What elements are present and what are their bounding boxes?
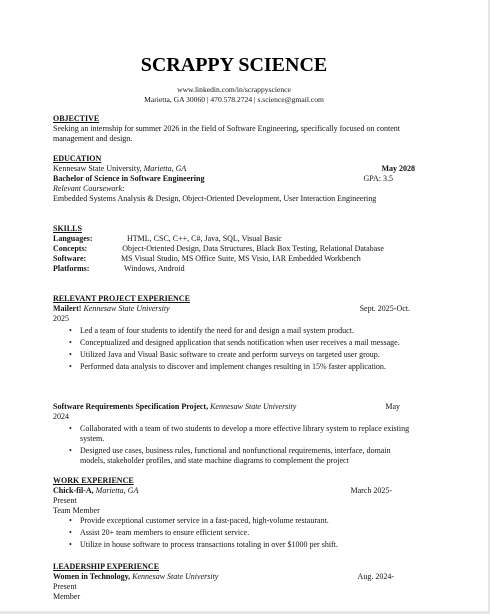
work-date-cont: Present: [53, 496, 77, 505]
leadership-role: Member: [53, 592, 81, 601]
employer: Chick-fil-A,: [53, 486, 94, 495]
leadership-school: Kennesaw State University: [132, 572, 219, 581]
leadership-org: Women in Technology,: [53, 572, 131, 581]
bullet-item: • Provide exceptional customer service in a fast-paced, high-volume restaurant.: [53, 516, 415, 526]
project-srs-section: [53, 402, 415, 468]
work-header-row: [53, 486, 415, 496]
leadership-header-row: [53, 572, 415, 582]
leadership-heading: LEADERSHIP EXPERIENCE: [53, 562, 160, 571]
skill-value: Object-Oriented Design, Data Structures, Black Box Testing, Relational Database: [122, 244, 384, 253]
contact-line: Marietta, GA 30060 | 470.578.2724 | s.science@gmail.com: [144, 95, 324, 104]
objective-heading: OBJECTIVE: [53, 114, 100, 123]
skill-label: Concepts:: [53, 244, 88, 253]
objective-section: [53, 114, 415, 144]
graduation-date: May 2028: [381, 164, 415, 173]
work-heading: WORK EXPERIENCE: [53, 476, 134, 485]
skill-row-software: [53, 254, 415, 264]
project-org: Kennesaw State University: [83, 304, 170, 313]
work-role: Team Member: [53, 506, 100, 515]
work-section: [53, 476, 415, 552]
leadership-date-cont: Present: [53, 582, 77, 591]
school-location: Marietta, GA: [143, 164, 187, 173]
gpa: GPA: 3.5: [363, 174, 393, 183]
project-title: Software Requirements Specification Project,: [53, 402, 209, 411]
projects-heading: RELEVANT PROJECT EXPERIENCE: [53, 294, 190, 303]
bullet-item: • Assist 20+ team members to ensure efficient service.: [53, 528, 415, 538]
project-bullets: [53, 424, 415, 466]
bullet-item: • Utilized Java and Visual Basic software to create and perform surveys on targeted user group.: [53, 350, 415, 360]
skill-row-languages: [53, 234, 415, 244]
leadership-section: [53, 562, 415, 602]
project-date: May: [385, 402, 400, 411]
bullet-item: • Utilize in house software to process transactions totaling in over $1000 per shift.: [53, 540, 415, 550]
resume-name: SCRAPPY SCIENCE: [140, 54, 328, 76]
skill-row-concepts: [53, 244, 415, 254]
skill-value: Windows, Android: [124, 264, 185, 273]
skill-label: Software:: [53, 254, 87, 263]
skill-value: MS Visual Studio, MS Office Suite, MS Visio, IAR Embedded Workbench: [121, 254, 361, 263]
project-org: Kennesaw State University: [210, 402, 297, 411]
school-name: Kennesaw State University,: [53, 164, 142, 173]
bullet-item: • Performed data analysis to discover and implement changes resulting in 15% faster application.: [53, 362, 415, 372]
projects-section: [53, 294, 415, 374]
skill-row-platforms: [53, 264, 415, 274]
linkedin-url[interactable]: www.linkedin.com/in/scrappyscience: [177, 85, 291, 94]
work-date: March 2025-: [350, 486, 392, 495]
bullet-item: • Led a team of four students to identify the need for and design a mail system product.: [53, 326, 415, 336]
degree: Bachelor of Science in Software Engineering: [53, 174, 205, 183]
project-title: Mailert!: [53, 304, 82, 313]
skill-label: Platforms:: [53, 264, 90, 273]
project-date-cont: 2025: [53, 314, 69, 323]
bullet-item: • Designed use cases, business rules, functional and nonfunctional requirements, interface, domain models, stakeholder profiles, and state machine diagrams to complement the project: [53, 446, 415, 466]
skill-value: HTML, CSC, C++, C#, Java, SQL, Visual Basic: [127, 234, 282, 243]
objective-text: Seeking an internship for summer 2026 in the field of Software Engineering, specifically focused on content management and design.: [53, 124, 401, 143]
skill-label: Languages:: [53, 234, 93, 243]
project-date: Sept. 2025-Oct.: [359, 304, 410, 313]
employer-location: Marietta, GA: [95, 486, 139, 495]
skills-section: [53, 224, 415, 274]
coursework-list: Embedded Systems Analysis & Design, Object-Oriented Development, User Interaction Engineering: [53, 194, 377, 203]
education-degree-row: [53, 174, 415, 184]
project-date-cont: 2024: [53, 412, 69, 421]
bullet-item: • Collaborated with a team of two students to develop a more effective library system to replace existing system.: [53, 424, 415, 444]
leadership-date: Aug. 2024-: [357, 572, 394, 581]
project-header-srs: [53, 402, 415, 412]
bullet-item: • Conceptualized and designed application that sends notification when user receives a mail message.: [53, 338, 415, 348]
skills-heading: SKILLS: [53, 224, 82, 233]
project-header-mailert: [53, 304, 415, 314]
coursework-label: Relevant Coursework:: [53, 184, 125, 193]
project-bullets: [53, 326, 415, 372]
education-heading: EDUCATION: [53, 154, 102, 163]
education-school-row: [53, 164, 415, 174]
education-section: [53, 154, 415, 204]
work-bullets: [53, 516, 415, 550]
